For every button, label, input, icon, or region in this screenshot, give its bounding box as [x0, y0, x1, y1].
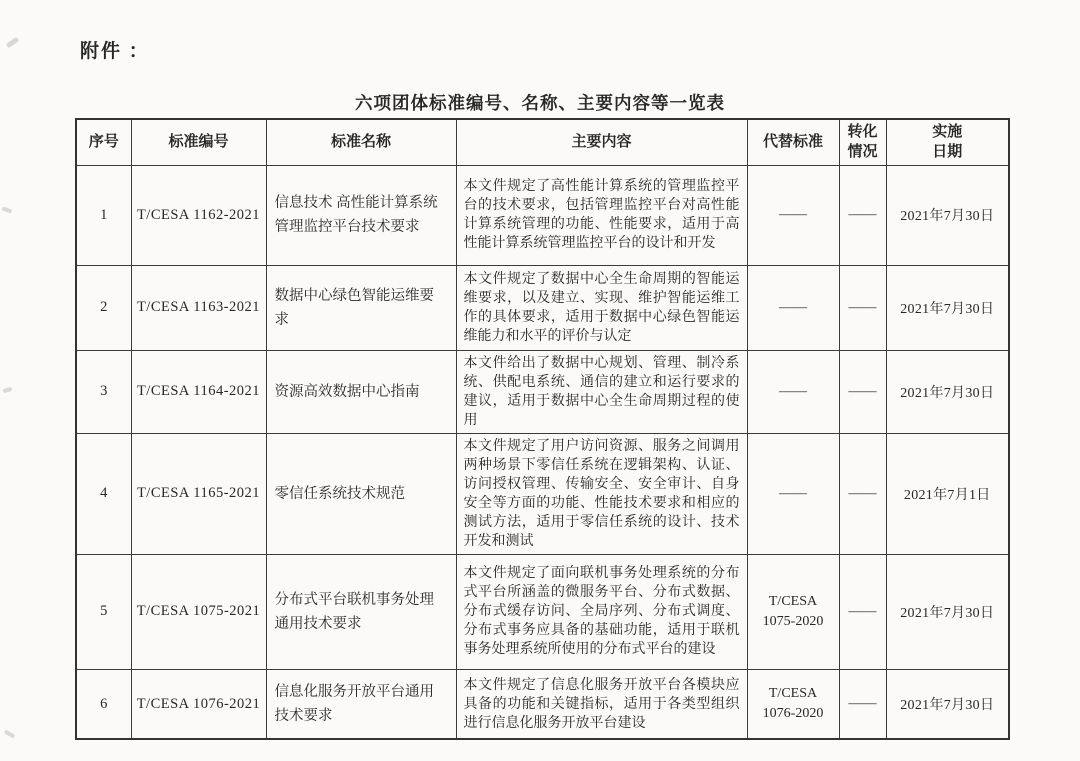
table-row — [76, 165, 1009, 265]
standards-table — [75, 118, 1010, 740]
cell-date: 2021年7月30日 — [886, 350, 1009, 433]
header-date: 实施日期 — [886, 119, 1009, 165]
cell-name: 零信任系统技术规范 — [266, 433, 456, 554]
cell-name: 数据中心绿色智能运维要求 — [266, 265, 456, 350]
table-row — [76, 554, 1009, 669]
cell-name: 分布式平台联机事务处理通用技术要求 — [266, 554, 456, 669]
cell-seq: 1 — [76, 165, 131, 265]
cell-name: 信息技术 高性能计算系统管理监控平台技术要求 — [266, 165, 456, 265]
cell-seq: 3 — [76, 350, 131, 433]
scan-artifact — [6, 37, 20, 49]
scan-artifact — [4, 730, 16, 739]
cell-replaced: —— — [747, 350, 839, 433]
cell-seq: 4 — [76, 433, 131, 554]
cell-content: 本文件规定了高性能计算系统的管理监控平台的技术要求，包括管理监控平台对高性能计算系统管理的功能、性能要求，适用于高性能计算系统管理监控平台的设计和开发 — [456, 165, 747, 265]
scan-artifact — [3, 387, 13, 393]
header-content: 主要内容 — [456, 119, 747, 165]
cell-content: 本文件规定了数据中心全生命周期的智能运维要求，以及建立、实现、维护智能运维工作的具体要求，适用于数据中心绿色智能运维能力和水平的评价与认定 — [456, 265, 747, 350]
cell-conversion: —— — [839, 165, 886, 265]
cell-conversion: —— — [839, 433, 886, 554]
header-name: 标准名称 — [266, 119, 456, 165]
cell-name: 资源高效数据中心指南 — [266, 350, 456, 433]
cell-content: 本文件给出了数据中心规划、管理、制冷系统、供配电系统、通信的建立和运行要求的建议，适用于数据中心全生命周期过程的使用 — [456, 350, 747, 433]
cell-replaced: T/CESA 1075-2020 — [747, 554, 839, 669]
cell-seq: 5 — [76, 554, 131, 669]
page-title: 六项团体标准编号、名称、主要内容等一览表 — [355, 93, 725, 113]
cell-content: 本文件规定了用户访问资源、服务之间调用两种场景下零信任系统在逻辑架构、认证、访问授权管理、传输安全、安全审计、自身安全等方面的功能、性能技术要求和相应的测试方法，适用于零信任系统的设计、技术开发和测试 — [456, 433, 747, 554]
cell-seq: 2 — [76, 265, 131, 350]
header-conversion: 转化情况 — [839, 119, 886, 165]
cell-code: T/CESA 1165-2021 — [131, 433, 266, 554]
cell-date: 2021年7月30日 — [886, 669, 1009, 739]
header-seq: 序号 — [76, 119, 131, 165]
scan-artifact — [2, 206, 13, 213]
header-code: 标准编号 — [131, 119, 266, 165]
cell-code: T/CESA 1076-2021 — [131, 669, 266, 739]
cell-replaced: —— — [747, 265, 839, 350]
cell-conversion: —— — [839, 350, 886, 433]
cell-content: 本文件规定了面向联机事务处理系统的分布式平台所涵盖的微服务平台、分布式数据、分布式缓存访问、全局序列、分布式调度、分布式事务应具备的基础功能，适用于联机事务处理系统所使用的分布式平台的建设 — [456, 554, 747, 669]
attachment-label: 附件 ： — [80, 41, 150, 62]
table-header-row — [76, 119, 1009, 165]
cell-code: T/CESA 1162-2021 — [131, 165, 266, 265]
cell-code: T/CESA 1075-2021 — [131, 554, 266, 669]
cell-conversion: —— — [839, 265, 886, 350]
cell-replaced: T/CESA 1076-2020 — [747, 669, 839, 739]
cell-content: 本文件规定了信息化服务开放平台各模块应具备的功能和关键指标，适用于各类型组织进行信息化服务开放平台建设 — [456, 669, 747, 739]
header-replaced: 代替标准 — [747, 119, 839, 165]
table-row — [76, 265, 1009, 350]
cell-seq: 6 — [76, 669, 131, 739]
table-row — [76, 350, 1009, 433]
cell-date: 2021年7月30日 — [886, 554, 1009, 669]
cell-conversion: —— — [839, 669, 886, 739]
table-row — [76, 669, 1009, 739]
table-row — [76, 433, 1009, 554]
cell-replaced: —— — [747, 433, 839, 554]
cell-date: 2021年7月1日 — [886, 433, 1009, 554]
cell-replaced: —— — [747, 165, 839, 265]
cell-code: T/CESA 1164-2021 — [131, 350, 266, 433]
cell-conversion: —— — [839, 554, 886, 669]
cell-date: 2021年7月30日 — [886, 265, 1009, 350]
cell-date: 2021年7月30日 — [886, 165, 1009, 265]
cell-code: T/CESA 1163-2021 — [131, 265, 266, 350]
cell-name: 信息化服务开放平台通用技术要求 — [266, 669, 456, 739]
